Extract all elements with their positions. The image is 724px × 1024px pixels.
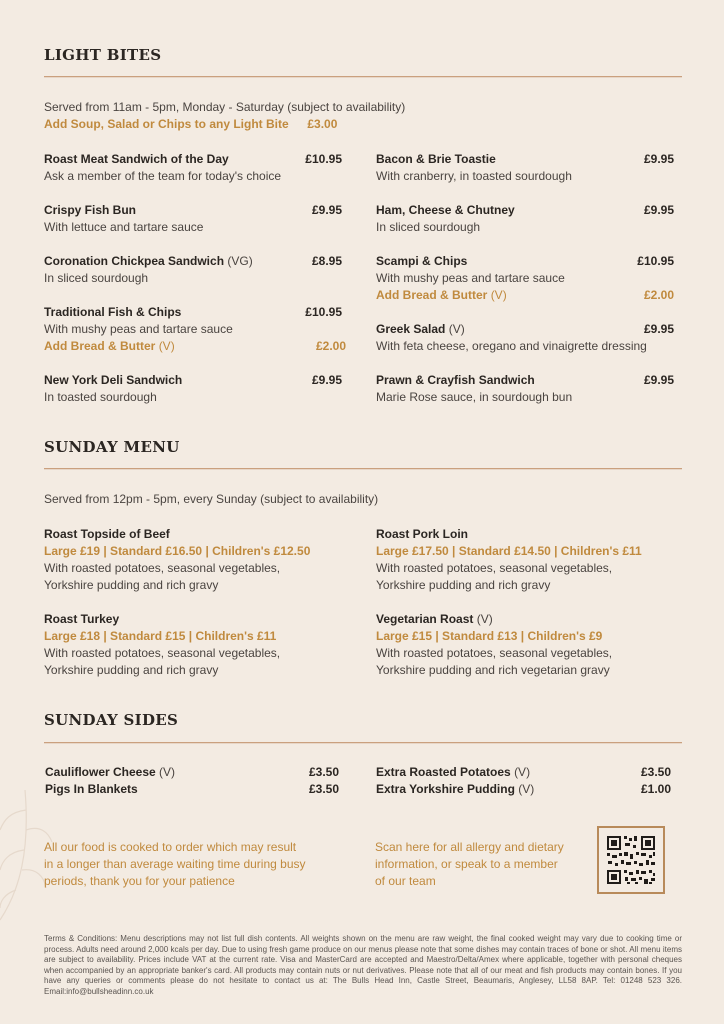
addon-tag: (V) (490, 288, 507, 302)
item-desc: Yorkshire pudding and rich gravy (44, 663, 219, 677)
light-bites-served: Served from 11am - 5pm, Monday - Saturday (subject to availability) (44, 100, 406, 114)
side-item (45, 781, 339, 798)
item-price: £8.95 (311, 254, 342, 268)
item-name: Pigs In Blankets (45, 782, 138, 796)
item-tag: (V) (518, 782, 535, 796)
item-name: Roast Pork Loin (376, 527, 469, 541)
qr-code-icon[interactable] (597, 826, 665, 894)
item-name: Scampi & Chips (376, 254, 468, 268)
item-desc: With mushy peas and tartare sauce (376, 271, 565, 285)
addon-label: Add Bread & Butter (44, 339, 156, 353)
item-sizes: Large £15 | Standard £13 | Children's £9 (376, 629, 603, 643)
sunday-menu-title: SUNDAY MENU (44, 438, 180, 456)
item-price: £9.95 (643, 152, 674, 166)
addon-price: £2.00 (315, 339, 346, 353)
item-name-row (376, 781, 671, 798)
menu-item (376, 611, 686, 679)
item-name: Crispy Fish Bun (44, 203, 137, 217)
addon-label: Add Bread & Butter (376, 288, 488, 302)
item-desc: Yorkshire pudding and rich gravy (44, 578, 219, 592)
note-line: of our team (375, 874, 436, 888)
addon-price: £2.00 (643, 288, 674, 302)
item-desc: In sliced sourdough (44, 271, 149, 285)
note-line: periods, thank you for your patience (44, 874, 235, 888)
item-name: Greek Salad (376, 322, 446, 336)
item-desc: Ask a member of the team for today's choice (44, 169, 282, 183)
menu-item (44, 372, 342, 406)
item-name: Roast Turkey (44, 612, 120, 626)
addon-price: £3.00 (307, 117, 338, 131)
menu-item (376, 253, 674, 304)
item-name-row (376, 764, 671, 781)
menu-item (376, 202, 674, 236)
menu-item (376, 526, 686, 594)
item-price: £10.95 (637, 254, 674, 268)
sunday-sides-title: SUNDAY SIDES (44, 711, 179, 729)
item-desc: With lettuce and tartare sauce (44, 220, 204, 234)
item-name: Extra Yorkshire Pudding (376, 782, 515, 796)
item-name: Extra Roasted Potatoes (376, 765, 511, 779)
item-sizes: Large £19 | Standard £16.50 | Children's £12.50 (44, 544, 311, 558)
item-price: £9.95 (643, 373, 674, 387)
item-price: £9.95 (311, 373, 342, 387)
item-desc: Marie Rose sauce, in sourdough bun (376, 390, 573, 404)
menu-item (44, 151, 342, 185)
item-addon (44, 338, 346, 355)
sunday-menu-served: Served from 12pm - 5pm, every Sunday (subject to availability) (44, 492, 379, 506)
item-name: Roast Topside of Beef (44, 527, 170, 541)
item-price: £3.50 (640, 765, 671, 779)
item-name: Traditional Fish & Chips (44, 305, 182, 319)
item-price: £10.95 (305, 305, 342, 319)
addon-label: Add Soup, Salad or Chips to any Light Bite (44, 117, 289, 131)
item-desc: With cranberry, in toasted sourdough (376, 169, 572, 183)
item-name: Cauliflower Cheese (45, 765, 156, 779)
light-bites-addon (44, 117, 337, 131)
divider (44, 468, 682, 470)
menu-item (44, 526, 354, 594)
item-name: Bacon & Brie Toastie (376, 152, 496, 166)
menu-item (44, 253, 342, 287)
note-line: information, or speak to a member (375, 857, 558, 871)
item-price: £3.50 (308, 765, 339, 779)
menu-item (44, 611, 354, 679)
item-name: Vegetarian Roast (376, 612, 474, 626)
item-price: £9.95 (311, 203, 342, 217)
item-name-row (44, 253, 342, 270)
item-desc: With roasted potatoes, seasonal vegetables, (44, 646, 281, 660)
item-desc: In sliced sourdough (376, 220, 481, 234)
note-line: All our food is cooked to order which may result (44, 840, 297, 854)
item-name: Ham, Cheese & Chutney (376, 203, 515, 217)
item-tag: (V) (159, 765, 176, 779)
side-item (376, 781, 671, 798)
item-sizes: Large £18 | Standard £15 | Children's £11 (44, 629, 277, 643)
item-desc: Yorkshire pudding and rich gravy (376, 578, 551, 592)
addon-tag: (V) (158, 339, 175, 353)
item-addon (376, 287, 674, 304)
terms-and-conditions: Terms & Conditions: Menu descriptions may not list full dish contents. All weights shown on the menu are raw weight, the final cooked weight may vary due to cooking time or process. Adults need around 2,000 kcals per day. Due to using fresh game produce on our menus please note that some dishes may contain traces of bone or shot. All menu items are subject to availability. Prices include VAT at the current rate. Visa and MasterCard are accepted and Maestro/Delta/Amex where applicable, together with personal cheques when accompanied by an appropriate banker's card. All products may contain nuts or nut derivatives. Please note that all of our meat and fish products may contain bones. If you have any queries or comments please do not hesitate to contact us at: The Bulls Head Inn, Castle Street, Beaumaris, Anglesey, LL58 8AP. Tel: 01248 523 326. Email:info@bullsheadinn.co.uk (44, 934, 682, 996)
item-tag: (V) (448, 322, 465, 336)
item-desc: With feta cheese, oregano and vinaigrette dressing (376, 339, 647, 353)
item-name-row (45, 764, 339, 781)
allergy-note (375, 839, 585, 890)
item-tag: (V) (476, 612, 493, 626)
item-desc: In toasted sourdough (44, 390, 157, 404)
note-line: Scan here for all allergy and dietary (375, 840, 564, 854)
side-item (45, 764, 339, 781)
item-desc: With mushy peas and tartare sauce (44, 322, 233, 336)
menu-item (376, 372, 674, 406)
menu-item (44, 202, 342, 236)
item-name: Prawn & Crayfish Sandwich (376, 373, 535, 387)
item-name-row (376, 611, 686, 628)
item-desc: Yorkshire pudding and rich vegetarian gravy (376, 663, 610, 677)
item-price: £3.50 (308, 782, 339, 796)
cooked-to-order-note (44, 839, 344, 890)
item-tag: (VG) (227, 254, 253, 268)
side-item (376, 764, 671, 781)
item-desc: With roasted potatoes, seasonal vegetables, (376, 646, 613, 660)
menu-item (44, 304, 346, 355)
item-name: Coronation Chickpea Sandwich (44, 254, 225, 268)
item-price: £1.00 (640, 782, 671, 796)
item-tag: (V) (514, 765, 531, 779)
item-desc: With roasted potatoes, seasonal vegetables, (376, 561, 613, 575)
divider (44, 76, 682, 78)
item-name: New York Deli Sandwich (44, 373, 183, 387)
light-bites-title: LIGHT BITES (44, 46, 162, 64)
item-name: Roast Meat Sandwich of the Day (44, 152, 229, 166)
item-sizes: Large £17.50 | Standard £14.50 | Children's £11 (376, 544, 642, 558)
divider (44, 742, 682, 744)
menu-item (376, 151, 674, 185)
item-price: £9.95 (643, 322, 674, 336)
note-line: in a longer than average waiting time during busy (44, 857, 306, 871)
item-desc: With roasted potatoes, seasonal vegetables, (44, 561, 281, 575)
item-name-row (376, 321, 674, 338)
item-price: £10.95 (305, 152, 342, 166)
item-price: £9.95 (643, 203, 674, 217)
menu-item (376, 321, 674, 355)
